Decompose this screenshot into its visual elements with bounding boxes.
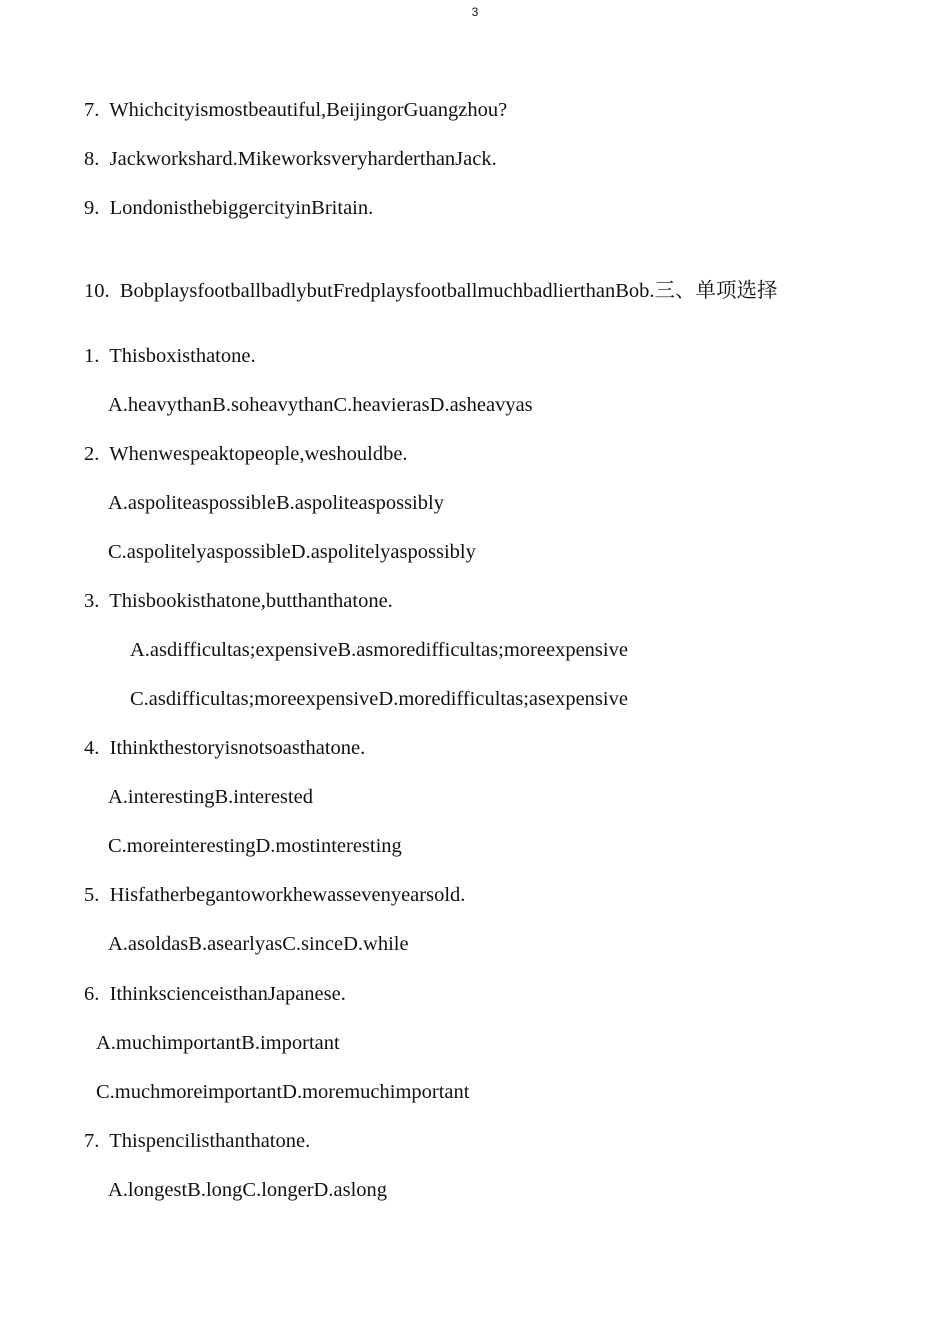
item-text: Whichcityismostbeautiful,BeijingorGuangzhou? <box>109 99 508 121</box>
item-text: LondonisthebiggercityinBritain. <box>109 197 374 219</box>
question-stem <box>84 883 465 907</box>
question-number: 6. <box>84 983 100 1005</box>
answer-options: C.aspolitelyaspossibleD.aspolitelyaspossibly <box>108 541 476 563</box>
question-number: 3. <box>84 590 100 612</box>
question-text: IthinkscienceisthanJapanese. <box>109 983 346 1005</box>
item-text: Jackworkshard.MikeworksveryharderthanJack. <box>109 148 497 170</box>
list-item <box>84 196 373 220</box>
question-stem <box>84 344 256 368</box>
question-stem <box>84 982 346 1006</box>
question-text: Hisfatherbegantoworkhewassevenyearsold. <box>109 884 466 906</box>
item-number: 9. <box>84 197 100 219</box>
answer-options: A.heavythanB.soheavythanC.heavierasD.asheavyas <box>108 394 533 416</box>
answer-options: A.asdifficultas;expensiveB.asmoredifficultas;moreexpensive <box>130 639 628 661</box>
section-heading: 三、单项选择 <box>654 280 778 302</box>
list-item <box>84 279 778 303</box>
answer-options: A.muchimportantB.important <box>96 1032 340 1054</box>
question-text: Ithinkthestoryisnotsoasthatone. <box>109 737 366 759</box>
question-stem <box>84 736 365 760</box>
question-number: 7. <box>84 1130 100 1152</box>
question-text: Thispencilisthanthatone. <box>109 1130 311 1152</box>
question-stem <box>84 442 408 466</box>
question-stem <box>84 1129 310 1153</box>
answer-options: A.interestingB.interested <box>108 786 313 808</box>
question-number: 4. <box>84 737 100 759</box>
answer-options: A.asoldasB.asearlyasC.sinceD.while <box>108 933 409 955</box>
item-number: 8. <box>84 148 100 170</box>
question-number: 5. <box>84 884 100 906</box>
answer-options: A.aspoliteaspossibleB.aspoliteaspossibly <box>108 492 444 514</box>
answer-options: C.moreinterestingD.mostinteresting <box>108 835 402 857</box>
question-text: Thisboxisthatone. <box>109 345 256 367</box>
answer-options: C.asdifficultas;moreexpensiveD.moredifficultas;asexpensive <box>130 688 628 710</box>
question-text: Thisbookisthatone,butthanthatone. <box>109 590 393 612</box>
question-number: 2. <box>84 443 100 465</box>
page-number: 3 <box>471 5 479 19</box>
answer-options: A.longestB.longC.longerD.aslong <box>108 1179 388 1201</box>
item-number: 7. <box>84 99 100 121</box>
question-stem <box>84 589 393 613</box>
list-item <box>84 98 507 122</box>
question-text: Whenwespeaktopeople,weshouldbe. <box>109 443 408 465</box>
answer-options: C.muchmoreimportantD.moremuchimportant <box>96 1081 470 1103</box>
question-number: 1. <box>84 345 100 367</box>
item-number: 10. <box>84 280 110 302</box>
list-item <box>84 147 497 171</box>
item-text: BobplaysfootballbadlybutFredplaysfootballmuchbadlierthanBob. <box>119 280 655 302</box>
